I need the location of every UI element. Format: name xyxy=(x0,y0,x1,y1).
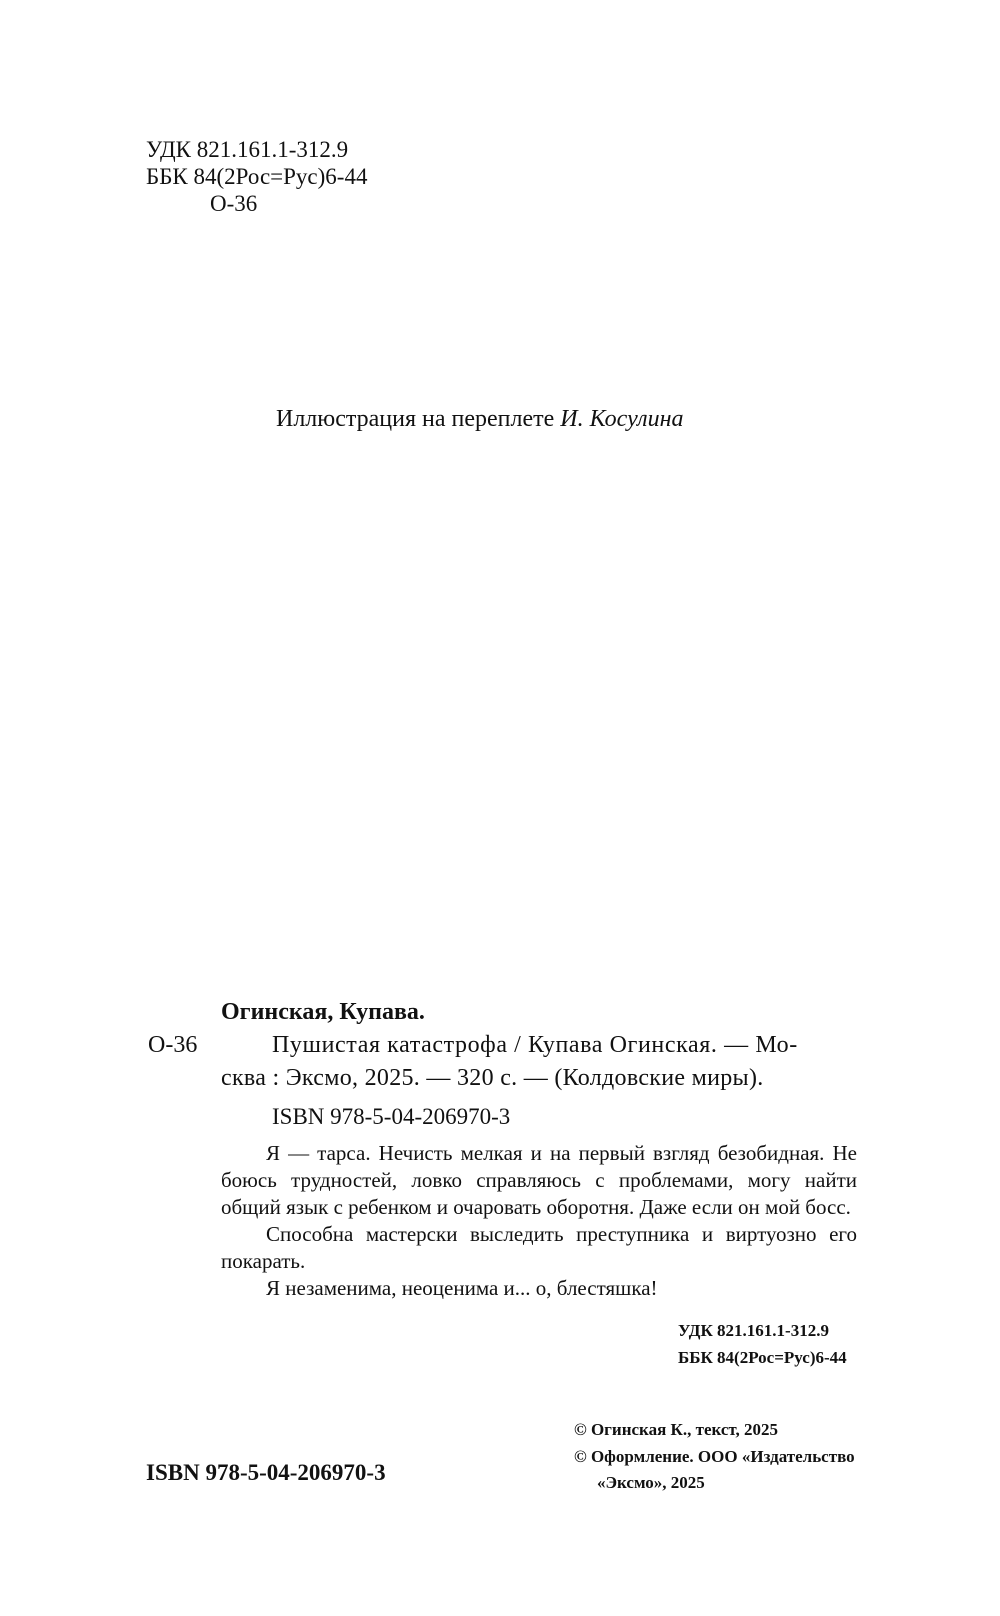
catalog-author-sign: О-36 xyxy=(148,1032,198,1058)
annotation-paragraph: Способна мастерски выследить преступника и виртуозно его покарать. xyxy=(221,1222,857,1273)
annotation-paragraph: Я — тарса. Нечисть мелкая и на первый взгляд безобидная. Не боюсь трудностей, ловко справляюсь с проблемами, могу найти общий язык с ребенком и очаровать оборотня. Даже если он мой босс. xyxy=(221,1141,857,1219)
title-line-2: сква : Эксмо, 2025. — 320 с. — (Колдовские миры). xyxy=(221,1065,764,1091)
illustration-credit xyxy=(276,406,684,432)
author-heading: Огинская, Купава. xyxy=(221,999,425,1025)
bbk-code: ББК 84(2Рос=Рус)6-44 xyxy=(146,164,368,189)
udk-code: УДК 821.161.1-312.9 xyxy=(146,137,349,162)
author-sign: О-36 xyxy=(210,191,258,216)
illustration-label: Иллюстрация на переплете xyxy=(276,406,561,432)
catalog-isbn: ISBN 978-5-04-206970-3 xyxy=(272,1104,511,1129)
copyright-design-line-2: «Эксмо», 2025 xyxy=(597,1473,705,1492)
copyright-text: © Огинская К., текст, 2025 xyxy=(574,1420,778,1439)
annotation xyxy=(221,1140,857,1302)
bbk-code-bottom: ББК 84(2Рос=Рус)6-44 xyxy=(678,1348,847,1367)
illustrator-name: И. Косулина xyxy=(560,406,684,432)
copyright-design-line-1: © Оформление. ООО «Издательство xyxy=(574,1447,855,1466)
annotation-paragraph: Я незаменима, неоценима и... о, блестяшка! xyxy=(266,1276,658,1300)
title-line-1: Пушистая катастрофа / Купава Огинская. — Мо- xyxy=(272,1032,798,1058)
udk-code-bottom: УДК 821.161.1-312.9 xyxy=(678,1321,829,1340)
isbn-footer: ISBN 978-5-04-206970-3 xyxy=(146,1460,386,1485)
